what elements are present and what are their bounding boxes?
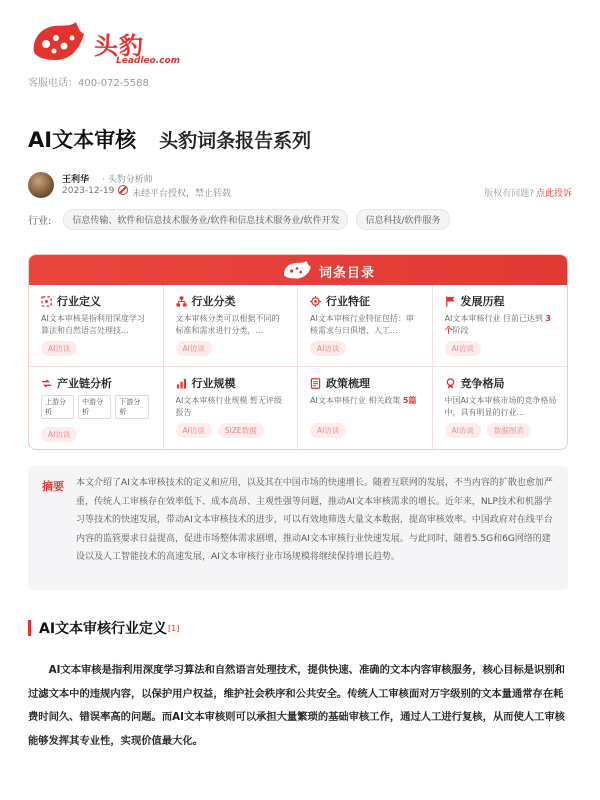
catalog-item-history[interactable] bbox=[433, 285, 568, 367]
catalog-title: 词条目录 bbox=[319, 266, 376, 281]
catalog-item-definition[interactable] bbox=[29, 285, 164, 367]
catalog-item-desc: 文本审核分类可以根据不同的标准和需求进行分类，... bbox=[175, 314, 280, 335]
midstream-chip[interactable]: 中游分析 bbox=[78, 395, 111, 419]
complaint-link[interactable]: 点此投诉 bbox=[535, 189, 572, 199]
catalog-item-desc: AI文本审核行业特征包括：审核需求与日俱增、人工... bbox=[310, 314, 414, 335]
summary-box bbox=[28, 466, 568, 590]
ai-interview-chip[interactable]: AI访谈 bbox=[310, 423, 346, 438]
catalog-item-title: 行业分类 bbox=[191, 295, 236, 308]
scale-icon bbox=[176, 378, 187, 389]
summary-label: 摘要 bbox=[42, 480, 64, 493]
author-name: 王利华 bbox=[62, 175, 90, 185]
classification-icon bbox=[176, 296, 187, 307]
ai-interview-chip[interactable]: AI访谈 bbox=[445, 423, 481, 438]
industry-tag[interactable]: 信息科技/软件服务 bbox=[356, 209, 449, 230]
chain-icon bbox=[41, 378, 52, 389]
copyright-question: 版权有问题? bbox=[484, 189, 534, 199]
industry-label: 行业: bbox=[28, 215, 52, 227]
catalog-item-title: 行业规模 bbox=[191, 377, 236, 390]
catalog-item-title: 竞争格局 bbox=[460, 377, 505, 390]
repost-notice: 未经平台授权，禁止转载 bbox=[132, 189, 232, 199]
data-chart-chip[interactable]: 数据图表 bbox=[487, 423, 531, 438]
avatar bbox=[28, 172, 54, 198]
leopard-logo-icon bbox=[281, 259, 313, 281]
ai-interview-chip[interactable]: AI访谈 bbox=[41, 427, 77, 442]
catalog-item-title: 行业特征 bbox=[326, 295, 370, 308]
catalog-item-title: 产业链分析 bbox=[57, 377, 112, 390]
catalog-item-competition[interactable] bbox=[433, 367, 568, 449]
title-main: AI文本审核 bbox=[28, 128, 137, 152]
feature-icon bbox=[310, 296, 321, 307]
brand-name: 头豹 bbox=[94, 32, 144, 60]
catalog-panel bbox=[28, 254, 568, 450]
section-heading bbox=[28, 618, 179, 638]
catalog-grid bbox=[29, 285, 567, 449]
upstream-chip[interactable]: 上游分析 bbox=[41, 395, 74, 419]
catalog-item-title: 发展历程 bbox=[460, 295, 505, 308]
definition-icon bbox=[41, 296, 52, 307]
publish-date: 2023-12-19 bbox=[62, 186, 115, 196]
copyright-complaint bbox=[484, 186, 572, 199]
catalog-item-feature[interactable] bbox=[298, 285, 433, 367]
policy-count: 5篇 bbox=[402, 396, 417, 405]
desc-text: AI文本审核行业 目前已达到 bbox=[444, 314, 543, 323]
brand-domain: Leadleo.com bbox=[116, 56, 181, 66]
catalog-item-title: 行业定义 bbox=[57, 295, 101, 308]
ai-interview-chip[interactable]: AI访谈 bbox=[445, 341, 481, 356]
ai-interview-chip[interactable]: AI访谈 bbox=[176, 423, 212, 438]
industry-row bbox=[28, 209, 572, 229]
catalog-item-desc bbox=[445, 313, 558, 337]
catalog-header bbox=[29, 255, 567, 285]
downstream-chip[interactable]: 下游分析 bbox=[115, 395, 148, 419]
stage-count: 3个 bbox=[444, 314, 551, 335]
ai-interview-chip[interactable]: AI访谈 bbox=[176, 341, 212, 356]
section-body: AI文本审核是指利用深度学习算法和自然语言处理技术，提供快速、准确的文本内容审核服务，核心目标是识别和过滤文本中的违规内容，以保护用户权益，维护社会秩序和公共安全。传统人工审核面对万字级别的文本量通常存在耗费时间久、错误率高的问题。而AI文本审核则可以承担大量繁琐的基础审核工作，通过人工进行复核，从而使人工审核能够发挥其专业性，实现价值最大化。 bbox=[28, 664, 565, 747]
history-icon bbox=[445, 296, 456, 307]
footnote-ref[interactable]: [1] bbox=[168, 623, 180, 633]
catalog-item-scale[interactable] bbox=[164, 367, 299, 449]
catalog-item-desc: AI文本审核是指利用深度学习算法和自然语言处理技... bbox=[41, 314, 145, 335]
catalog-item-policy[interactable] bbox=[298, 367, 433, 449]
desc-text: AI文本审核行业 相关政策 bbox=[310, 396, 401, 405]
ai-interview-chip[interactable]: AI访谈 bbox=[41, 341, 77, 356]
size-data-chip[interactable]: SIZE数据 bbox=[218, 423, 264, 438]
section-accent-bar bbox=[28, 620, 31, 636]
author-role: · 头豹分析师 bbox=[102, 175, 153, 185]
section-title: AI文本审核行业定义 bbox=[39, 621, 168, 637]
catalog-item-classification[interactable] bbox=[164, 285, 299, 367]
summary-text: 本文介绍了AI文本审核技术的定义和应用，以及其在中国市场的快速增长。随着互联网的发展，不当内容的扩散也愈加严重，传统人工审核存在效率低下、成本高昂、主观性强等问题，推动AI文本审核需求的增长。近年来，NLP技术和机器学习等技术的快速发展，带动AI文本审核技术的进步，可以有效地筛选大量文本数据，提高审核效率。中国政府对在线平台内容的监管要求日益提高，促进市场整体需求剧增，推动AI文本审核行业快速发展。与此同时，随着5.5G和6G网络的建设以及人工智能技术的高速发展，AI文本审核行业市场规模将继续保持增长趋势。 bbox=[76, 478, 553, 562]
industry-tag[interactable]: 信息传输、软件和信息技术服务业/软件和信息技术服务业/软件开发 bbox=[63, 209, 348, 230]
catalog-item-desc: 中国AI文本审核市场的竞争格局中，具有明显的行业... bbox=[444, 396, 557, 417]
title-sub: 头豹词条报告系列 bbox=[159, 130, 312, 152]
no-repost-icon bbox=[118, 185, 128, 195]
catalog-item-chain[interactable] bbox=[29, 367, 164, 449]
desc-tail: 阶段 bbox=[452, 326, 469, 335]
catalog-item-title: 政策梳理 bbox=[326, 377, 370, 390]
page-title bbox=[28, 124, 311, 154]
leopard-logo-icon bbox=[28, 18, 88, 66]
competition-icon bbox=[445, 378, 456, 389]
ai-interview-chip[interactable]: AI访谈 bbox=[310, 341, 346, 356]
policy-icon bbox=[310, 378, 321, 389]
catalog-item-desc bbox=[310, 395, 422, 419]
hotline: 客服电话：400-072-5588 bbox=[28, 78, 149, 89]
catalog-item-desc: AI文本审核行业规模 暂无评级报告 bbox=[175, 396, 282, 417]
author-bar bbox=[28, 172, 572, 202]
